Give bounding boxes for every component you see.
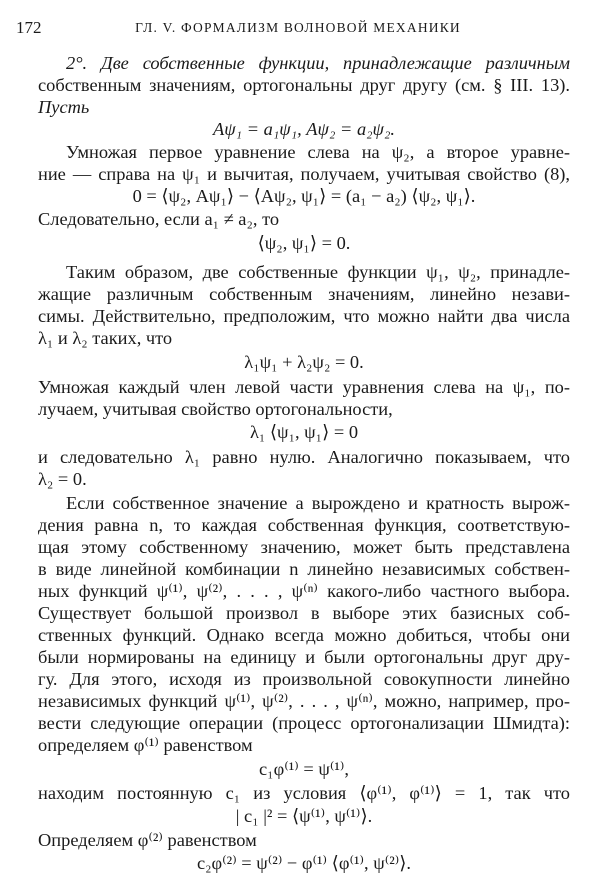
text-line: λ₁ и λ₂ таких, что <box>38 328 173 348</box>
text-line: Умножая первое уравнение слева на ψ₂, а второе уравне- <box>66 142 570 162</box>
text-line: λ₂ = 0. <box>38 469 87 489</box>
text-line: Следовательно, если a₁ ≠ a₂, то <box>38 209 280 229</box>
text-line: вести следующие операции (процесс ортогонализации Шмидта): <box>38 713 570 733</box>
text-line: щая этому собственному значению, может быть представлена <box>38 537 570 557</box>
text-line: ных функций ψ⁽¹⁾, ψ⁽²⁾, . . . , ψ⁽ⁿ⁾ какого-либо частного выбора. <box>38 581 570 601</box>
text-line: собственным значениям, ортогональны друг другу (см. § III. 13). <box>38 75 570 95</box>
text-line: Если собственное значение a вырождено и кратность вырож- <box>66 493 570 513</box>
equation: λ₁ψ₁ + λ₂ψ₂ = 0. <box>244 352 364 372</box>
text-line: Умножая каждый член левой части уравнения слева на ψ₁, по- <box>38 377 570 397</box>
equation: Aψ₁ = a₁ψ₁, Aψ₂ = a₂ψ₂. <box>213 119 395 139</box>
text-line: Пусть <box>38 97 90 117</box>
text-line: в виде линейной комбинации n линейно независимых собствен- <box>38 559 570 579</box>
running-title: ГЛ. V. ФОРМАЛИЗМ ВОЛНОВОЙ МЕХАНИКИ <box>135 20 461 35</box>
text-line: были нормированы на единицу и были ортогональны друг дру- <box>38 647 570 667</box>
text-line: жащие различным собственным значениям, линейно незави- <box>38 284 570 304</box>
text-line: гу. Для этого, исходя из произвольной совокупности линейно <box>38 669 570 689</box>
equation: c₁φ⁽¹⁾ = ψ⁽¹⁾, <box>259 759 349 779</box>
text-line: находим постоянную c₁ из условия ⟨φ⁽¹⁾, φ⁽¹⁾⟩ = 1, так что <box>38 783 570 803</box>
text-line: ственных функций. Однако всегда можно добиться, чтобы они <box>38 625 570 645</box>
text-line: дения равна n, то каждая собственная функция, соответствую- <box>38 515 570 535</box>
page-number: 172 <box>16 18 42 37</box>
text-line: лучаем, учитывая свойство ортогональности, <box>38 399 393 419</box>
text-line: определяем φ⁽¹⁾ равенством <box>38 735 253 755</box>
equation: ⟨ψ₂, ψ₁⟩ = 0. <box>257 233 351 253</box>
equation: λ₁ ⟨ψ₁, ψ₁⟩ = 0 <box>249 422 359 442</box>
text-line: Таким образом, две собственные функции ψ₁, ψ₂, принадле- <box>66 262 570 282</box>
text-line: ние — справа на ψ₁ и вычитая, получаем, учитывая свойство (8), <box>38 164 570 184</box>
text-line: независимых функций ψ⁽¹⁾, ψ⁽²⁾, . . . , ψ⁽ⁿ⁾, можно, например, про- <box>38 691 570 711</box>
equation: c₂φ⁽²⁾ = ψ⁽²⁾ − φ⁽¹⁾ ⟨φ⁽¹⁾, ψ⁽²⁾⟩. <box>196 853 412 873</box>
equation: | c₁ |² = ⟨ψ⁽¹⁾, ψ⁽¹⁾⟩. <box>235 806 373 826</box>
text-line: Существует большой произвол в выборе этих базисных соб- <box>38 603 570 623</box>
text-line: и следовательно λ₁ равно нулю. Аналогично показываем, что <box>38 447 570 467</box>
text-line: симы. Действительно, предположим, что можно найти два числа <box>38 306 570 326</box>
equation: 0 = ⟨ψ₂, Aψ₁⟩ − ⟨Aψ₂, ψ₁⟩ = (a₁ − a₂) ⟨ψ₂, ψ₁⟩. <box>132 186 476 206</box>
page-header <box>16 18 580 42</box>
text-line: Определяем φ⁽²⁾ равенством <box>38 830 257 850</box>
text-line: 2°. Две собственные функции, принадлежащие различным <box>66 53 570 73</box>
